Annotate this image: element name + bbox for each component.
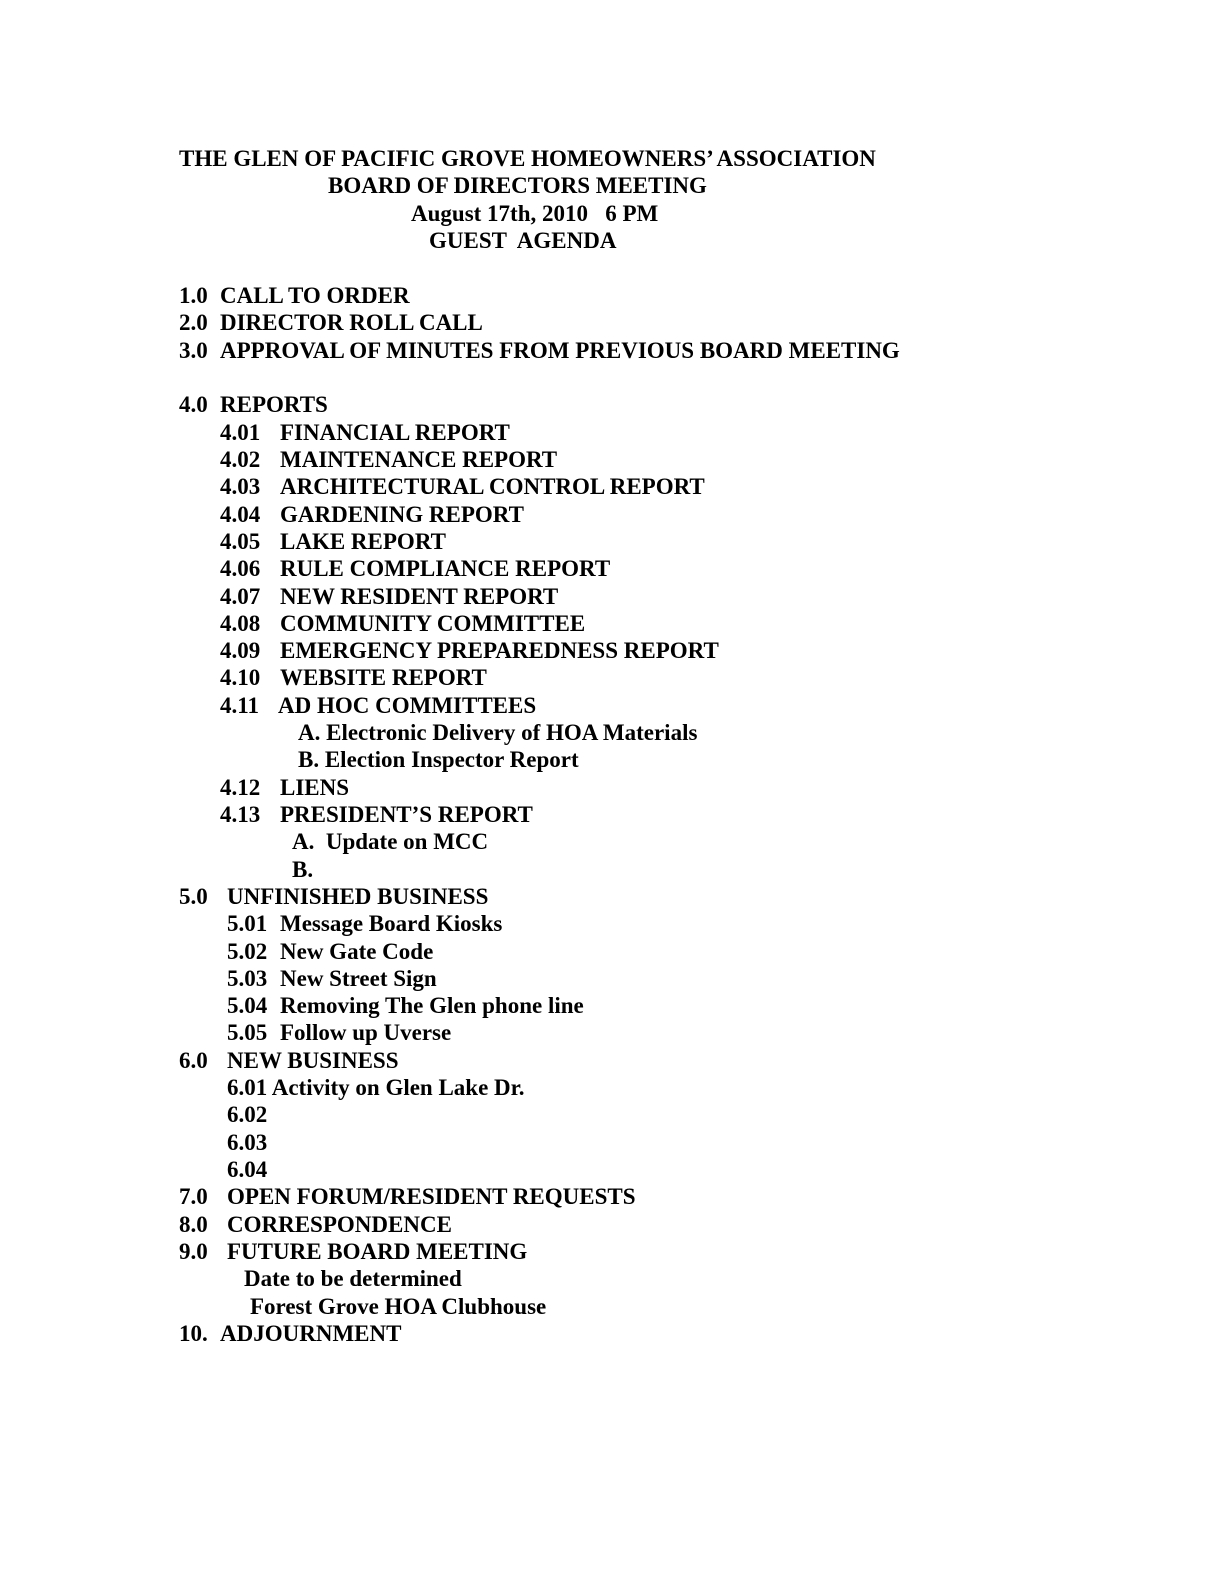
agenda-item: 7.0 OPEN FORUM/RESIDENT REQUESTS — [179, 1184, 636, 1209]
agenda-subitem: 4.12 LIENS — [220, 775, 350, 800]
agenda-subsubitem: A. Electronic Delivery of HOA Materials — [298, 720, 698, 745]
agenda-subitem: 6.03 — [227, 1130, 268, 1155]
agenda-subitem: 4.13 PRESIDENT’S REPORT — [220, 802, 533, 827]
agenda-subitem: 5.01 Message Board Kiosks — [227, 911, 503, 936]
agenda-item: 5.0 UNFINISHED BUSINESS — [179, 884, 489, 909]
meeting-date-note: Date to be determined — [244, 1266, 462, 1291]
agenda-subitem: 4.03 ARCHITECTURAL CONTROL REPORT — [220, 474, 705, 499]
agenda-subitem: 4.04 GARDENING REPORT — [220, 502, 524, 527]
agenda-subitem: 4.02 MAINTENANCE REPORT — [220, 447, 558, 472]
agenda-subsubitem: B. — [292, 857, 314, 882]
agenda-subitem: 6.04 — [227, 1157, 268, 1182]
agenda-subsubitem: B. Election Inspector Report — [298, 747, 579, 772]
agenda-item: 10. ADJOURNMENT — [179, 1321, 402, 1346]
agenda-subitem: 6.02 — [227, 1102, 268, 1127]
org-title: THE GLEN OF PACIFIC GROVE HOMEOWNERS’ ASSOCIATION — [179, 146, 876, 171]
agenda-item: 9.0 FUTURE BOARD MEETING — [179, 1239, 528, 1264]
agenda-item: 4.0 REPORTS — [179, 392, 328, 417]
agenda-subitem: 4.06 RULE COMPLIANCE REPORT — [220, 556, 611, 581]
agenda-subitem: 5.03 New Street Sign — [227, 966, 437, 991]
meeting-title: BOARD OF DIRECTORS MEETING — [328, 173, 707, 198]
meeting-date: August 17th, 2010 6 PM — [411, 201, 659, 226]
agenda-subitem: 4.09 EMERGENCY PREPAREDNESS REPORT — [220, 638, 719, 663]
agenda-type: GUEST AGENDA — [429, 228, 617, 253]
agenda-subitem: 4.08 COMMUNITY COMMITTEE — [220, 611, 586, 636]
agenda-subitem: 5.04 Removing The Glen phone line — [227, 993, 584, 1018]
agenda-subsubitem: A. Update on MCC — [292, 829, 489, 854]
meeting-location: Forest Grove HOA Clubhouse — [250, 1294, 547, 1319]
agenda-item: 6.0 NEW BUSINESS — [179, 1048, 399, 1073]
agenda-subitem: 4.05 LAKE REPORT — [220, 529, 446, 554]
agenda-subitem: 6.01 Activity on Glen Lake Dr. — [227, 1075, 525, 1100]
agenda-subitem: 5.02 New Gate Code — [227, 939, 434, 964]
agenda-item: 3.0 APPROVAL OF MINUTES FROM PREVIOUS BOARD MEETING — [179, 338, 900, 363]
agenda-subitem: 4.10 WEBSITE REPORT — [220, 665, 487, 690]
agenda-subitem: 5.05 Follow up Uverse — [227, 1020, 452, 1045]
agenda-subitem: 4.01 FINANCIAL REPORT — [220, 420, 510, 445]
agenda-subitem: 4.07 NEW RESIDENT REPORT — [220, 584, 559, 609]
agenda-item: 8.0 CORRESPONDENCE — [179, 1212, 452, 1237]
agenda-item: 1.0 CALL TO ORDER — [179, 283, 410, 308]
agenda-subitem: 4.11 AD HOC COMMITTEES — [220, 693, 537, 718]
agenda-item: 2.0 DIRECTOR ROLL CALL — [179, 310, 483, 335]
